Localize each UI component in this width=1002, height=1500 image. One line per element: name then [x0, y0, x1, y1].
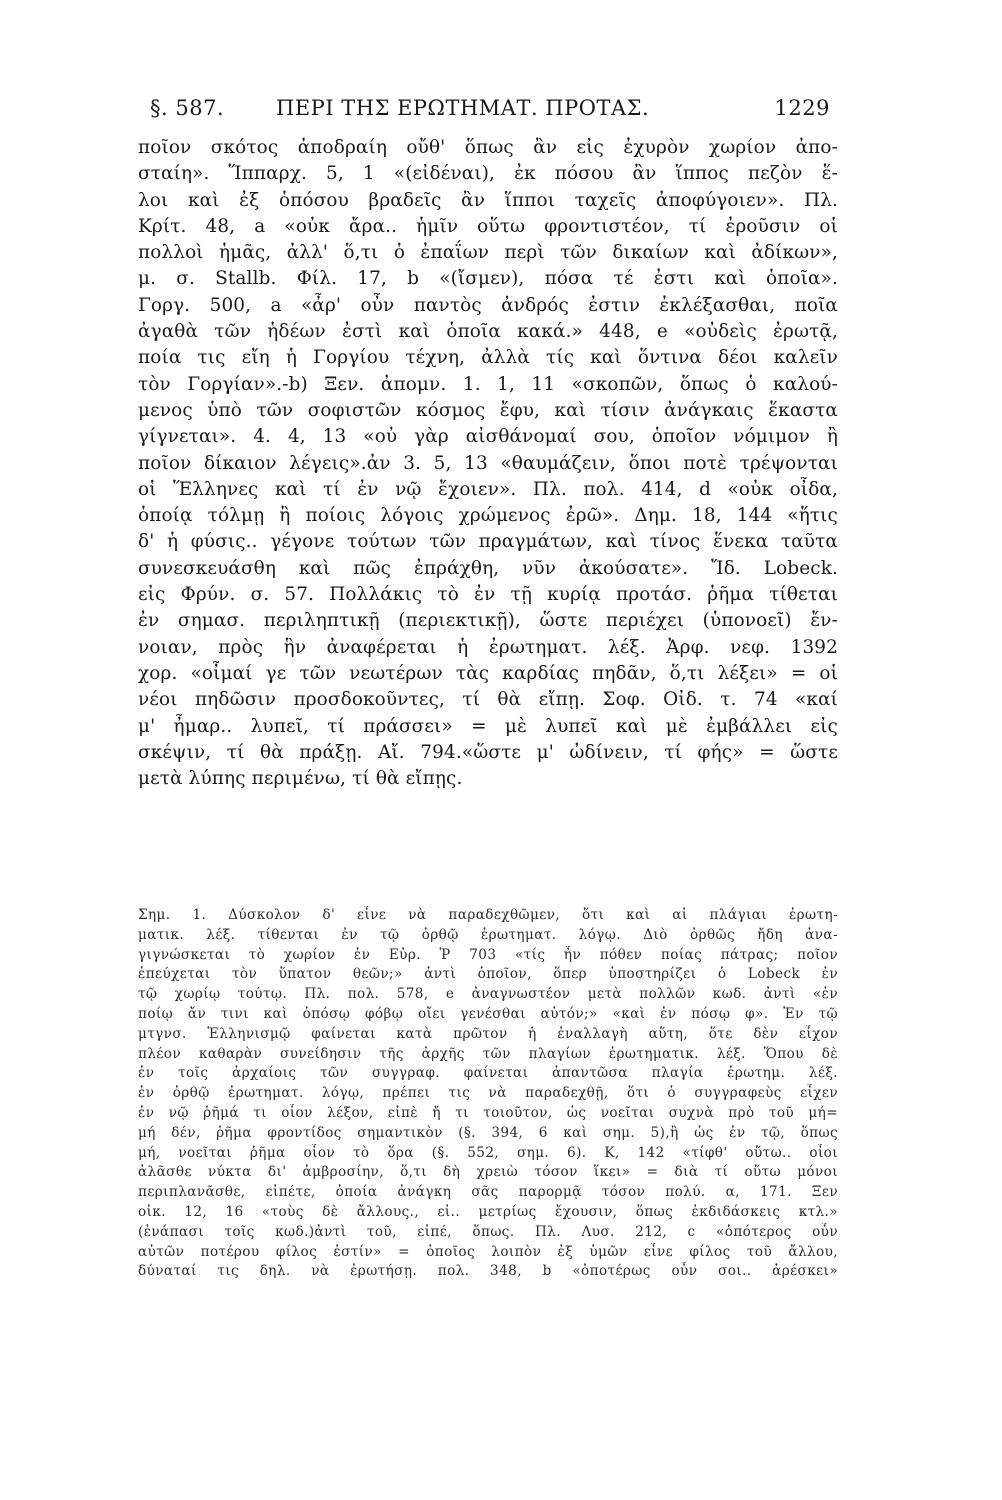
footnote-line: οἰκ. 12, 16 «τοὺς δὲ ἄλλους., εἰ.. μετρίως ἔχουσιν, ὅπως ἐκδιδάσκεις κτλ.» — [138, 1203, 838, 1220]
running-title: ΠΕΡΙ ΤΗΣ ΕΡΩΤΗΜΑΤ. ΠΡΟΤΑΣ. — [276, 96, 650, 120]
text-line: ποία τις εἴη ἡ Γοργίου τέχνη, ἀλλὰ τίς καὶ ὅντινα δέοι καλεῖν — [138, 347, 838, 369]
page-number: 1229 — [774, 96, 830, 120]
text-line: εἰς Φρύν. σ. 57. Πολλάκις τὸ ἐν τῇ κυρίᾳ προτάσ. ῥῆμα τίθεται — [138, 584, 838, 606]
text-line: χορ. «οἶμαί γε τῶν νεωτέρων τὰς καρδίας πηδᾶν, ὅ,τι λέξει» = οἱ — [138, 662, 838, 684]
footnote-line: (ἐνάπασι τοῖς κωδ.)ἀντὶ τοῦ, εἰπέ, ὅπως. Πλ. Λυσ. 212, c «ὁπότερος οὖν — [138, 1223, 838, 1240]
text-line: μενος ὑπὸ τῶν σοφιστῶν κόσμος ἔφυ, καὶ τίσιν ἀνάγκαις ἕκαστα — [138, 399, 838, 421]
footnote-line: μτγνσ. Ἑλληνισμῷ φαίνεται κατὰ πρῶτον ἡ ἐναλλαγὴ αὕτη, ὅτε δὲν εἶχον — [138, 1025, 838, 1042]
text-line: ποῖον δίκαιον λέγεις».ἀν 3. 5, 13 «θαυμάζειν, ὅποι ποτὲ τρέψονται — [138, 452, 838, 474]
text-line: Γοργ. 500, a «ἆρ' οὖν παντὸς ἀνδρός ἐστιν ἐκλέξασθαι, ποῖα — [138, 294, 838, 316]
footnote-line: ἐν ὀρθῷ ἐρωτηματ. λόγῳ, πρέπει τις νὰ παραδεχθῇ, ὅτι ὁ συγγραφεὺς εἶχεν — [138, 1085, 838, 1102]
text-line: λοι καὶ ἐξ ὁπόσου βραδεῖς ἂν ἵπποι ταχεῖς ἀποφύγοιεν». Πλ. — [138, 189, 838, 211]
text-line: Κρίτ. 48, a «οὐκ ἄρα.. ἡμῖν οὕτω φροντιστέον, τί ἐροῦσιν οἱ — [138, 215, 838, 237]
text-line: πολλοὶ ἡμᾶς, ἀλλ' ὅ,τι ὁ ἐπαΐων περὶ τῶν δικαίων καὶ ἀδίκων», — [138, 242, 838, 264]
text-line: συνεσκευάσθη καὶ πῶς ἐπράχθη, νῦν ἀκούσατε». Ἴδ. Lobeck. — [138, 557, 838, 579]
footnote-line: δύναταί τις δηλ. νὰ ἐρωτήσῃ. πολ. 348, b «ὁποτέρως οὖν σοι.. ἀρέσκει» — [138, 1263, 838, 1280]
main-text — [138, 135, 838, 792]
text-line: νέοι πηδῶσιν προσδοκοῦντες, τί θὰ εἴπῃ. Σοφ. Οἰδ. τ. 74 «καί — [138, 689, 838, 711]
footnote-line: ἐπεύχεται τὸν ὕπατον θεῶν;» ἀντὶ ὁποῖον, ὅπερ ὑποστηρίζει ὁ Lobeck ἐν — [138, 966, 838, 983]
text-line: ἐν σημασ. περιληπτικῇ (περιεκτικῇ), ὥστε περιέχει (ὑπονοεῖ) ἔν- — [138, 610, 838, 632]
text-line: σκέψιν, τί θὰ πράξῃ. Αἴ. 794.«ὥστε μ' ὠδίνειν, τί φής» = ὥστε — [138, 741, 838, 763]
text-line: νοιαν, πρὸς ἣν ἀναφέρεται ἡ ἐρωτηματ. λέξ. Ἀρφ. νεφ. 1392 — [138, 636, 838, 658]
footnote-line: αὐτῶν ποτέρου φίλος ἐστίν» = ὁποῖος λοιπὸν ἐξ ὑμῶν εἶνε φίλος τοῦ ἄλλου, — [138, 1243, 838, 1260]
text-line: ὁποίᾳ τόλμῃ ἢ ποίοις λόγοις χρώμενος ἐρῶ». Δημ. 18, 144 «ἥτις — [138, 505, 838, 527]
footnote-line: ματικ. λέξ. τίθενται ἐν τῷ ὀρθῷ ἐρωτηματ. λόγῳ. Διὸ ὀρθῶς ἤδη ἀνα- — [138, 926, 838, 943]
footnote-line: περιπλανᾶσθε, εἰπέτε, ὁποία ἀνάγκη σᾶς παρορμᾷ τόσον πολύ. α, 171. Ξεν — [138, 1184, 838, 1201]
footnote-line: πλέον καθαρὰν συνείδησιν τῆς ἀρχῆς τῶν πλαγίων ἐρωτηματικ. λέξ. Ὅπου δὲ — [138, 1045, 838, 1062]
section-number: §. 587. — [150, 96, 225, 120]
footnote — [138, 906, 838, 1282]
footnote-line: ἐν τοῖς ἀρχαίοις τῶν συγγραφ. φαίνεται ἀπαντῶσα πλαγία ἐρωτημ. λέξ. — [138, 1065, 838, 1082]
text-line: ποῖον σκότος ἀποδραίη οὔθ' ὅπως ἂν εἰς ἐχυρὸν χωρίον ἀπο- — [138, 137, 838, 158]
footnote-line: Σημ. 1. Δύσκολον δ' εἶνε νὰ παραδεχθῶμεν, ὅτι καὶ αἱ πλάγιαι ἐρωτη- — [138, 907, 838, 923]
footnote-line: ποίῳ ἄν τινι καὶ ὁπόσῳ φόβῳ οἴει γενέσθαι αὐτόν;» «καὶ ἐν πόσῳ φ». Ἐν τῷ — [138, 1005, 838, 1022]
footnote-line: ἀλᾶσθε νύκτα δι' ἀμβροσίην, ὅ,τι δὴ χρειὼ τόσον ἵκει» = διὰ τί οὕτω μόνοι — [138, 1164, 838, 1181]
footnote-line: τῷ χωρίῳ τούτῳ. Πλ. πολ. 578, e ἀναγνωστέον μετὰ πολλῶν κωδ. ἀντὶ «ἐν — [138, 986, 838, 1003]
text-line: γίγνεται». 4. 4, 13 «οὐ γὰρ αἰσθάνομαί σου, ὁποῖον νόμιμον ἢ — [138, 426, 838, 448]
text-line: οἱ Ἕλληνες καὶ τί ἐν νῷ ἔχοιεν». Πλ. πολ. 414, d «οὐκ οἶδα, — [138, 478, 838, 500]
text-line: τὸν Γοργίαν».-b) Ξεν. ἀπομν. 1. 1, 11 «σκοπῶν, ὅπως ὁ καλού- — [138, 373, 838, 395]
footnote-line: μή, νοεῖται ῥῆμα οἷον τὸ ὅρα (§. 552, σημ. 6). Κ, 142 «τίφθ' οὕτω.. οἶοι — [138, 1144, 838, 1161]
text-line: μ' ἦμαρ.. λυπεῖ, τί πράσσει» = μὲ λυπεῖ καὶ μὲ ἐμβάλλει εἰς — [138, 715, 838, 737]
footnote-line: γιγνώσκεται τὸ χωρίον ἐν Εὐρ. Ῥ 703 «τίς ἦν πόθεν ποίας πάτρας; ποῖον — [138, 946, 838, 963]
running-header — [150, 96, 830, 128]
text-line: ἀγαθὰ τῶν ἡδέων ἐστὶ καὶ ὁποῖα κακά.» 448, e «οὐδεὶς ἐρωτᾷ, — [138, 321, 838, 343]
text-line: μ. σ. Stallb. Φίλ. 17, b «(ἴσμεν), πόσα τέ ἐστι καὶ ὁποῖα». — [138, 268, 838, 290]
text-line: σταίη». Ἵππαρχ. 5, 1 «(εἰδέναι), ἐκ πόσου ἂν ἵππος πεζὸν ἕ- — [138, 163, 838, 185]
text-line: δ' ἡ φύσις.. γέγονε τούτων τῶν πραγμάτων, καὶ τίνος ἕνεκα ταῦτα — [138, 531, 838, 553]
footnote-line: μή δέν, ῥῆμα φροντίδος σημαντικὸν (§. 394, 6 καὶ σημ. 5),ἢ ὡς ἐν τῷ, ὅπως — [138, 1124, 838, 1141]
text-line: μετὰ λύπης περιμένω, τί θὰ εἴπῃς. — [138, 768, 463, 790]
footnote-line: ἐν νῷ ῥῆμά τι οἷον λέξον, εἰπὲ ἤ τι τοιοῦτον, ὡς νοεῖται συχνὰ πρὸ τοῦ μή= — [138, 1104, 838, 1121]
